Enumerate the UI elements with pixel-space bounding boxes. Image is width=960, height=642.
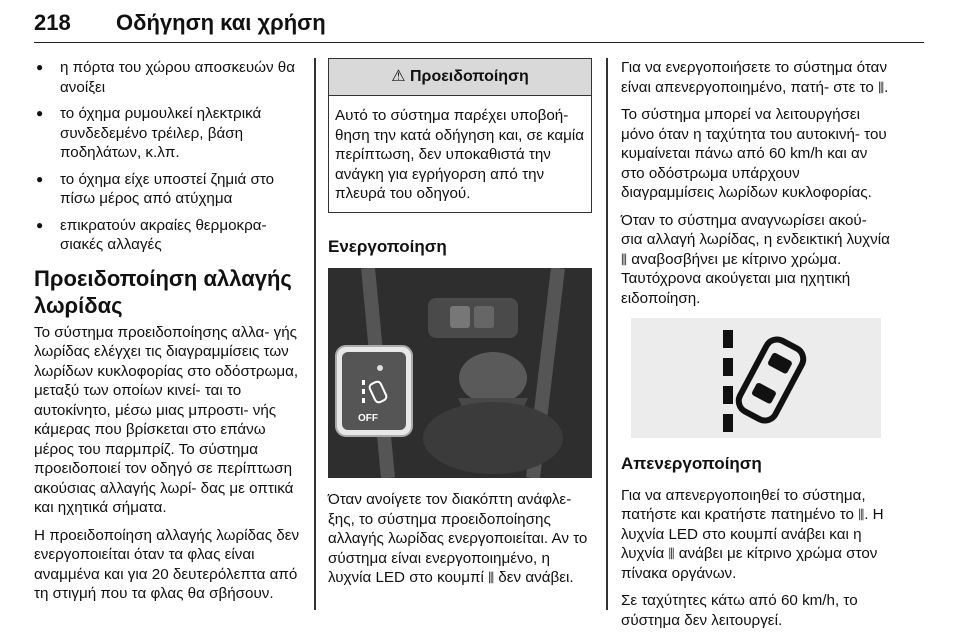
list-item: ● επικρατούν ακραίες θερμοκρα- σιακές αλλαγές [34, 216, 300, 255]
column-divider-1 [314, 58, 316, 610]
section-heading-lane-warning: Προειδοποίηση αλλαγής λωρίδας [34, 265, 292, 318]
paragraph: Το σύστημα προειδοποίησης αλλα- γής λωρίδας ελέγχει τις διαγραμμίσεις των λωρίδων κυκλοφορίας στο οδόστρωμα, μεταξύ των οποίων κινεί- ται το αυτοκίνητο, μέσω μιας μπροστι- νής κάμερας που βρίσκεται στο επάνω μέρος του παρμπρίζ. Το σύστημα προειδοποιεί τον οδηγό σε περίπτωση ακούσιας αλλαγής λωρί- δας με οπτικά και ηχητικά σήματα. [34, 323, 299, 516]
warning-text: Αυτό το σύστημα παρέχει υποβοή- θηση την κατά οδήγηση και, σε καμία περίπτωση, δεν υποκαθιστά την ανάγκη για εγρήγορση από την πλευρά του οδηγού. [335, 107, 585, 202]
warning-header [329, 59, 591, 96]
console-photo [328, 268, 592, 478]
lane-assist-icon: ⫼ [878, 79, 885, 95]
list-item: ● το όχημα είχε υποστεί ζημιά στο πίσω μέρος από ατύχημα [34, 170, 300, 209]
paragraph: Σε ταχύτητες κάτω από 60 km/h, το σύστημα δεν λειτουργεί. [621, 592, 858, 629]
off-button-label: OFF [358, 413, 378, 424]
section-heading-deactivation: Απενεργοποίηση [621, 454, 762, 473]
paragraph: Για να απενεργοποιηθεί το σύστημα, πατήστε και κρατήστε πατημένο το ⫼. Η λυχνία LED στο κουμπί ανάβει και η λυχνία ⫼ ανάβει με κίτρινο χρώμα στον πίνακα οργάνων. [621, 486, 884, 582]
column-2 [328, 58, 592, 596]
paragraph: Για να ενεργοποιήσετε το σύστημα όταν είναι απενεργοποιημένο, πατή- στε το ⫼. [621, 59, 889, 96]
page-number: 218 [34, 10, 71, 35]
lane-assist-icon: ⫼ [621, 251, 627, 267]
column-divider-2 [606, 58, 608, 610]
condition-list [34, 58, 300, 255]
warning-box [328, 58, 592, 213]
lane-assist-icon: ⫼ [668, 546, 675, 561]
paragraph: Όταν το σύστημα αναγνωρίσει ακού- σια αλλαγή λωρίδας, η ενδεικτική λυχνία ⫼ αναβοσβήνει με κίτρινο χρώμα. Ταυτόχρονα ακούγεται μια ηχητική ειδοποίηση. [621, 211, 890, 307]
warning-triangle-icon: ⚠ [391, 68, 406, 85]
paragraph: Το σύστημα μπορεί να λειτουργήσει μόνο όταν η ταχύτητα του αυτοκινή- του κυμαίνεται πάνω από 60 km/h και αν στο οδόστρωμα υπάρχουν διαγραμμίσεις λωρίδων κυκλοφορίας. [621, 106, 887, 201]
section-heading-activation: Ενεργοποίηση [328, 236, 447, 256]
column-3 [621, 58, 891, 638]
list-item: ● η πόρτα του χώρου αποσκευών θα ανοίξει [34, 58, 300, 97]
warning-title: Προειδοποίηση [409, 68, 529, 85]
lane-assist-icon: ⫼ [858, 507, 865, 522]
column-1 [34, 58, 300, 612]
lane-departure-icon [631, 318, 881, 438]
page-header [34, 6, 924, 43]
list-item: ● το όχημα ρυμουλκεί ηλεκτρικά συνδεδεμένο τρέιλερ, βάση ποδηλάτων, κ.λπ. [34, 104, 300, 163]
paragraph: Όταν ανοίγετε τον διακόπτη ανάφλε- ξης, το σύστημα προειδοποίησης αλλαγής λωρίδας ενεργοποιείται. Αν το σύστημα είναι ενεργοποιημένο, η λυχνία LED στο κουμπί ⫼ δεν ανάβει. [328, 491, 588, 586]
lane-assist-icon: ⫼ [488, 570, 495, 585]
paragraph: Η προειδοποίηση αλλαγής λωρίδας δεν ενεργοποιείται όταν τα φλας είναι αναμμένα και για 20 δευτερόλεπτα από τη στιγμή που τα φλας θα σβήσουν. [34, 526, 300, 602]
page-title: Οδήγηση και χρήση [116, 10, 326, 35]
